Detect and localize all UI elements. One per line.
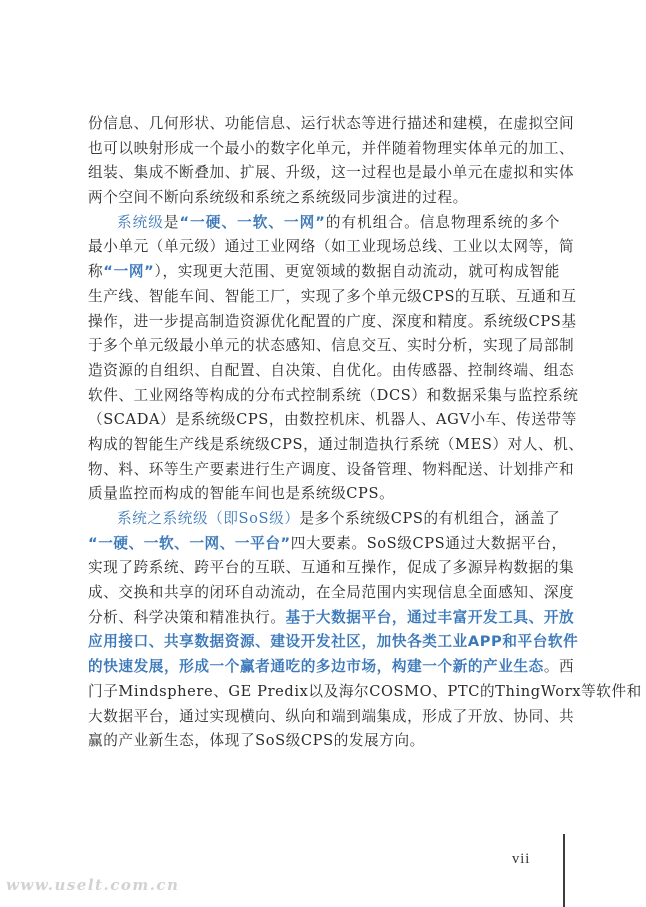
watermark: www.uselt.com.cn: [6, 876, 180, 894]
text-line: [88, 334, 575, 359]
text-run: 份信息、几何形状、功能信息、运行状态等进行描述和建模，在虚拟空间: [88, 115, 575, 132]
text-line: [88, 729, 560, 754]
text-run: 门子Mindsphere、GE Predix以及海尔COSMO、PTC的ThingWorx等软件和: [88, 682, 642, 700]
text-run: 称: [88, 263, 104, 281]
text-run: “一硬、一软、一网、一平台”: [88, 534, 291, 552]
text-run: 的有机组合。信息物理系统的多个: [325, 213, 560, 231]
text-run: 是多个系统级CPS的有机组合，涵盖了: [299, 510, 561, 527]
text-line: [88, 705, 575, 730]
text-line: [88, 211, 560, 236]
text-run: 物、料、环等生产要素进行生产调度、设备管理、物料配送、计划排产和: [88, 460, 575, 478]
text-line: [88, 112, 575, 137]
text-run: 基于大数据平台，通过丰富开发工具、开放: [285, 608, 575, 626]
text-run: 。西: [543, 658, 575, 676]
text-run: 两个空间不断向系统级和系统之系统级同步演进的过程。: [88, 189, 468, 207]
text-run: （SCADA）是系统级CPS，由数控机床、机器人、AGV小车、传送带等: [88, 411, 577, 429]
body-text: [88, 112, 642, 754]
text-line: [88, 310, 577, 335]
page-edge-rule: [563, 834, 565, 907]
text-line: [88, 532, 567, 557]
text-run: 大数据平台，通过实现横向、纵向和端到端集成，形成了开放、协同、共: [88, 707, 575, 725]
page-number: vii: [512, 851, 531, 867]
text-run: 软件、工业网络等构成的分布式控制系统（DCS）和数据采集与监控系统: [88, 386, 579, 404]
text-line: [88, 161, 575, 186]
text-line: [88, 235, 575, 260]
text-run: 生产线、智能车间、智能工厂，实现了多个单元级CPS的互联、互通和互: [88, 287, 577, 305]
text-run: 最小单元（单元级）通过工业网络（如工业现场总线、工业以太网等，简: [88, 238, 575, 256]
text-run: 四大要素。SoS级CPS通过大数据平台，: [290, 534, 567, 552]
text-line: [88, 433, 584, 458]
text-run: 的快速发展，形成一个赢者通吃的多边市场，构建一个新的产业生态: [88, 658, 544, 676]
text-run: 操作，进一步提高制造资源优化配置的广度、深度和精度。系统级CPS基: [88, 312, 577, 330]
text-run: 组装、集成不断叠加、扩展、升级，这一过程也是最小单元在虚拟和实体: [88, 164, 575, 182]
text-run: 分析、科学决策和精准执行。: [88, 608, 286, 626]
text-line: [88, 556, 575, 581]
text-run: 是: [163, 213, 180, 231]
text-line: [88, 482, 560, 507]
text-run: 于多个单元级最小单元的状态感知、信息交互、实时分析，实现了局部制: [88, 337, 575, 355]
text-line: [88, 581, 575, 606]
text-line: [88, 507, 560, 532]
text-run: 应用接口、共享数据资源、建设开发社区，加快各类工业APP和平台软件: [88, 633, 579, 651]
text-line: [88, 137, 575, 162]
text-line: [88, 680, 642, 705]
text-line: [88, 260, 560, 285]
text-line: [88, 186, 560, 211]
text-run: 实现了跨系统、跨平台的互联、互通和互操作，促成了多源异构数据的集: [88, 559, 575, 577]
text-line: [88, 630, 579, 655]
text-run: 也可以映射形成一个最小的数字化单元，并伴随着物理实体单元的加工、: [88, 139, 575, 157]
text-line: [88, 655, 575, 680]
text-line: [88, 285, 577, 310]
text-run: 赢的产业新生态，体现了SoS级CPS的发展方向。: [88, 732, 425, 750]
text-run: 成、交换和共享的闭环自动流动，在全局范围内实现信息全面感知、深度: [88, 584, 575, 602]
text-run: ），实现更大范围、更宽领域的数据自动流动，就可构成智能: [154, 263, 560, 281]
text-line: [88, 384, 579, 409]
text-run: 质量监控而构成的智能车间也是系统级CPS。: [88, 485, 395, 503]
text-run: 构成的智能生产线是系统级CPS，通过制造执行系统（MES）对人、机、: [88, 435, 584, 453]
text-line: [88, 408, 577, 433]
text-run: 造资源的自组织、自配置、自决策、自优化。由传感器、控制终端、组态: [88, 361, 575, 379]
text-line: [88, 359, 575, 384]
text-run: “一网”: [103, 263, 155, 281]
text-line: [88, 606, 575, 631]
text-run: “一硬、一软、一网”: [179, 213, 326, 231]
text-run: 系统级: [117, 213, 164, 231]
text-run: 系统之系统级（即SoS级）: [117, 510, 300, 527]
text-line: [88, 458, 575, 483]
